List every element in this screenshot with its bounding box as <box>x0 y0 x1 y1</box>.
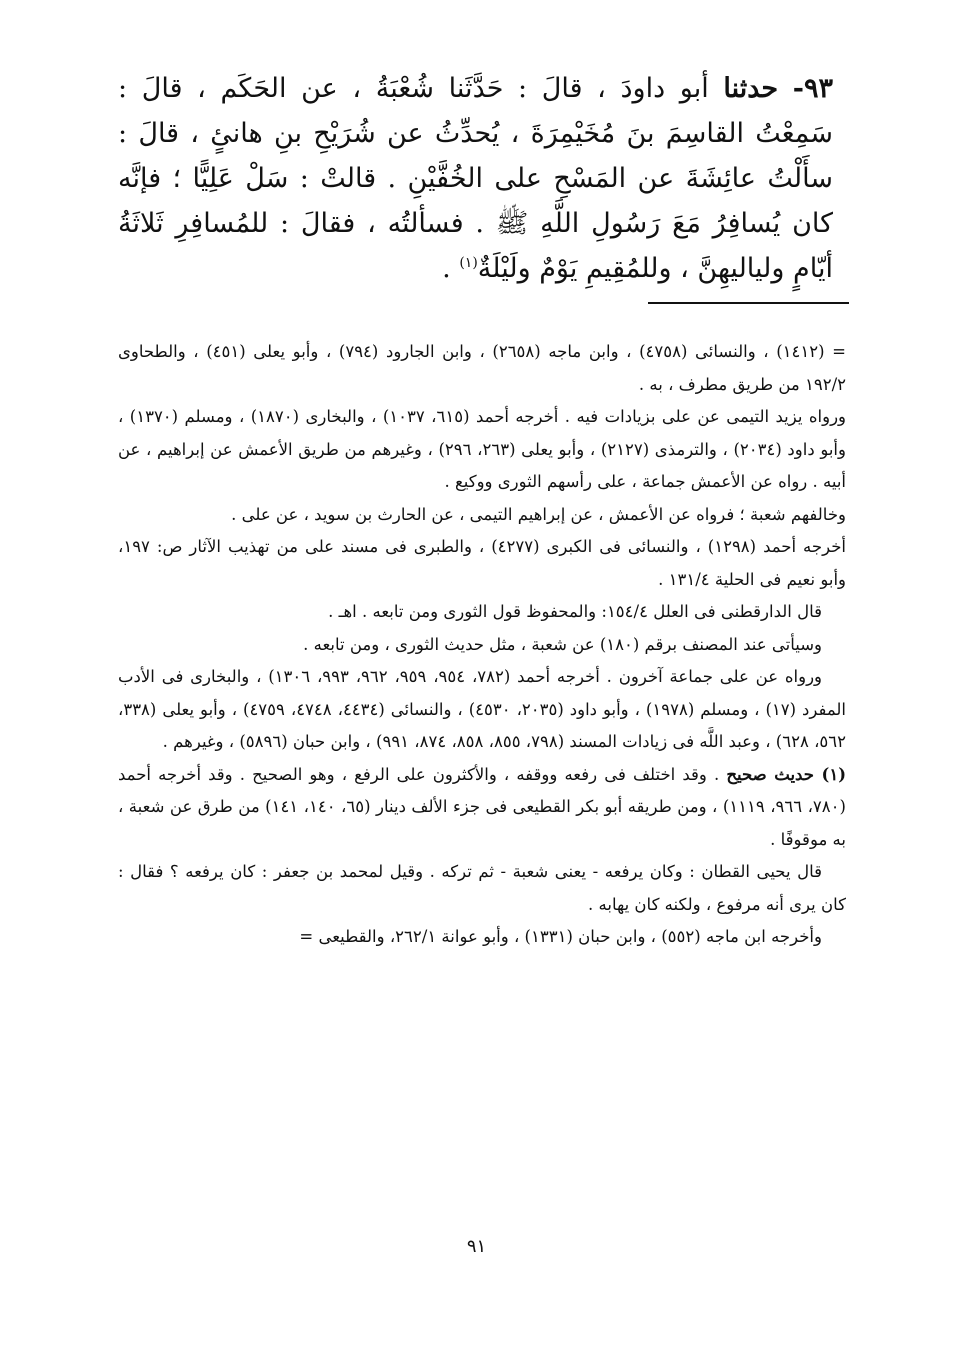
footnote-paragraph: قال الدارقطنى فى العلل ١٥٤/٤: والمحفوظ قول الثورى ومن تابعه . اهـ . <box>328 602 822 621</box>
footnote-bold-lead: (١) حديث صحيح <box>726 764 846 784</box>
hadith-main-text <box>118 66 833 291</box>
footnote-paragraph: أخرجه أحمد (١٢٩٨) ، والنسائى فى الكبرى (٤٢٧٧) ، والطبرى فى مسند على من تهذيب الآثار ص: ١٩٧، وأبو نعيم فى الحلية ١٣١/٤ . <box>118 537 846 589</box>
footnote-paragraph: وأخرجه ابن ماجه (٥٥٢) ، وابن حبان (١٣٣١) ، وأبو عوانة ٢٦٢/١، والقطيعى = <box>299 927 822 946</box>
page-number: ٩١ <box>466 1236 487 1257</box>
footnote-paragraph: ورواه عن على جماعة آخرون . أخرجه أحمد (٧٨٢، ٩٥٤، ٩٥٩، ٩٦٢، ٩٩٣، ١٣٠٦) ، والبخارى فى الأدب المفرد (١٧) ، ومسلم (١٩٧٨) ، وأبو داود (٢٠٣٥، ٤٥٣٠) ، والنسائى (٤٤٣٤، ٤٧٤٨، ٤٧٥٩) ، وأبو يعلى (٣٣٨، ٥٦٢، ٦٢٨) ، وعبد اللَّه فى زيادات المسند (٧٩٨، ٨٥٥، ٨٥٨، ٨٧٤، ٩٩١) ، وابن حبان (٥٨٩٦) ، وغيرهم . <box>118 667 846 751</box>
footnote-paragraph: قال يحيى القطان : وكان يرفعه - يعنى شعبة - ثم تركه . وقيل لمحمد بن جعفر : كان يرفعه ؟ فقال : كان يرى أنه مرفوع ، ولكنه كان يهابه . <box>118 862 846 914</box>
footnote-paragraph: وخالفهم شعبة ؛ فرواه عن الأعمش ، عن إبراهيم التيمى ، عن الحارث بن سويد ، عن على . <box>231 504 846 524</box>
footnote-paragraph <box>118 759 846 857</box>
footnote-paragraph: = (١٤١٢) ، والنسائى (٤٧٥٨) ، وابن ماجه (٢٦٥٨) ، وابن الجارود (٧٩٤) ، وأبو يعلى (٤٥١) ، والطحاوى ١٩٢/٢ من طريق مطرف ، به . <box>118 342 846 394</box>
hadith-number: ٩٣- <box>792 73 833 104</box>
hadith-body: أبو داودَ ، قالَ : حَدَّثَنا شُعْبَةُ ، عن الحَكَم ، قالَ : سَمِعْتُ القاسِمَ بنَ مُخَيْمِرَةَ ، يُحدِّثُ عن شُرَيْحِ بنِ هانئٍ ، قالَ : سأَلْتُ عائِشَةَ عن المَسْحِ على الخُفَّيْنِ . قالتْ : سَلْ عَلِيًّا ؛ فإنَّه كان يُسافِرُ مَعَ رَسُولِ اللَّهِ ﷺ . فسألتُه ، فقالَ : للمُسافِرِ ثَلاثَةُ أيّامٍ ولياليهِنَّ ، وللمُقِيمِ يَوْمٌ ولَيْلَةٌ <box>118 73 833 284</box>
footnote-separator-line <box>648 302 849 304</box>
hadith-end-mark: . <box>442 253 460 284</box>
footnote-rest: . وقد اختلف فى رفعه ووقفه ، والأكثرون على الرفع ، وهو الصحيح . وقد أخرجه أحمد (٧٨٠، ٩٦٦، ١١١٩) ، ومن طريقه أبو بكر القطيعى فى جزء الألف دينار (٦٥، ١٤٠، ١٤١) من طرق عن شعبة ، به موقوفًا . <box>118 764 846 849</box>
footnote-marker: (١) <box>459 255 478 271</box>
footnotes-section <box>118 336 846 954</box>
hadith-lead-word: حدثنا <box>723 73 779 104</box>
footnote-paragraph: وسيأتى عند المصنف برقم (١٨٠) عن شعبة ، مثل حديث الثورى ، ومن تابعه . <box>303 634 822 654</box>
footnote-paragraph: ورواه يزيد التيمى عن على بزيادات فيه . أخرجه أحمد (٦١٥، ١٠٣٧) ، والبخارى (١٨٧٠) ، ومسلم (١٣٧٠) ، وأبو داود (٢٠٣٤) ، والترمذى (٢١٢٧) ، وأبو يعلى (٢٦٣، ٢٩٦) ، وغيرهم من طريق الأعمش عن إبراهيم ، عن أبيه . رواه عن الأعمش جماعة ، على رأسهم الثورى ووكيع . <box>118 407 847 491</box>
hadith-paragraph <box>118 66 833 291</box>
